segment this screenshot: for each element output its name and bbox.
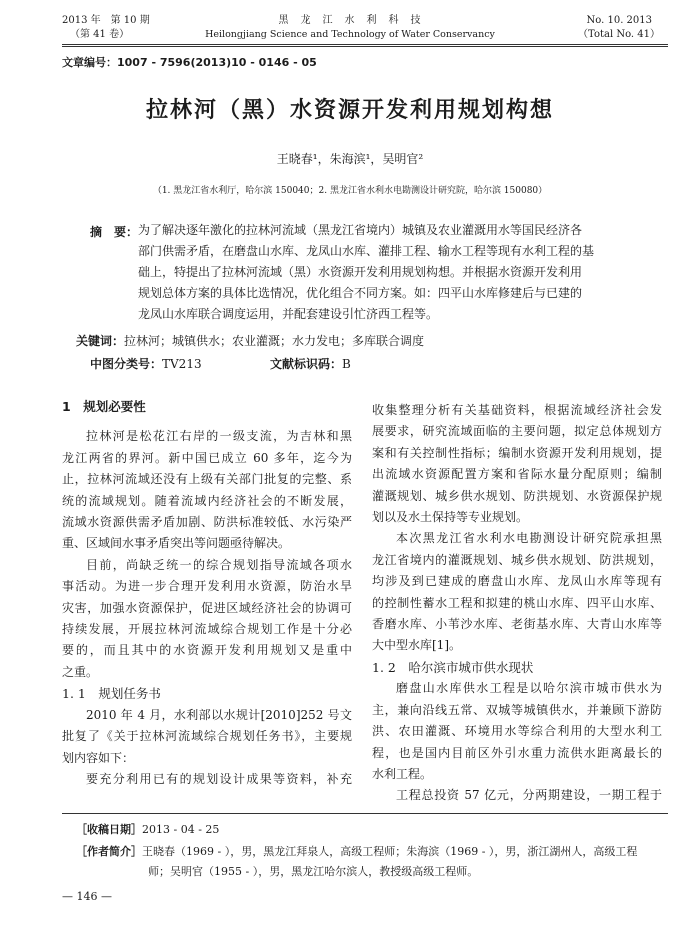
paragraph-line: 目前，尚缺乏统一的综合规划指导流域各项水 (86, 557, 352, 572)
paragraph-line: 流域水资源供需矛盾加剧、防洪标准较低、水污染严 (62, 515, 352, 530)
article-number: 文章编号：1007 - 7596(2013)10 - 0146 - 05 (62, 56, 317, 69)
paragraph-line: 主，兼向沿线五常、双城等城镇供水，并兼顾下游防 (372, 702, 662, 717)
paragraph-line: 划内容如下： (62, 750, 135, 765)
bio-label: ［作者简介］ (76, 845, 142, 858)
paragraph-line: 划以及水土保持等专业规划。 (372, 510, 529, 525)
paragraph-line: 重、区域间水事矛盾突出等问题亟待解决。 (62, 536, 291, 551)
paragraph-line: 灾害，加强水资源保护，促进区域经济社会的协调可 (62, 600, 352, 615)
author-bio (76, 842, 637, 861)
paragraph-line: 收集整理分析有关基础资料，根据流域经济社会发 (372, 403, 662, 417)
journal-title-cn: 黑 龙 江 水 利 科 技 (278, 15, 422, 26)
clc-value: TV213 (162, 357, 202, 371)
affiliations: （1. 黑龙江省水利厅，哈尔滨 150040；2. 黑龙江省水利水电勘测设计研究院，哈尔滨 150080） (152, 186, 548, 196)
section11-heading: 1. 1 规划任务书 (62, 686, 161, 702)
paragraph-line: 要充分利用已有的规划设计成果等资料，补充 (86, 771, 352, 786)
doc-value: B (342, 357, 351, 371)
keywords (76, 332, 424, 349)
received-value: 2013 - 04 - 25 (142, 823, 220, 836)
left-column (62, 396, 352, 790)
paragraph-line: 程，也是国内目前区外引水重力流供水距离最长的 (372, 745, 662, 760)
header-volume: （第 41 卷） (70, 29, 130, 40)
paragraph-line: 案和有关控制性指标；编制水资源开发利用规划，提 (372, 445, 662, 460)
paragraph-line: 之重。 (62, 664, 99, 679)
paragraph-line: 龙江两省的界河。新中国已成立 60 多年，迄今为 (62, 450, 352, 465)
keywords-label: 关键词： (76, 334, 125, 348)
right-column (372, 400, 662, 807)
paragraph-line: 展要求，研究流域面临的主要问题，拟定总体规划方 (372, 424, 662, 439)
paragraph-line: 大中型水库[1]。 (372, 638, 461, 653)
abstract-label: 摘 要： (90, 225, 139, 239)
paragraph-line: 2010 年 4 月，水利部以水规计[2010]252 号文 (86, 707, 352, 722)
paragraph-line: 本次黑龙江省水利水电勘测设计研究院承担黑 (396, 531, 662, 546)
bio-line-1: 王晓春（1969 - ），男，黑龙江拜泉人，高级工程师；朱海滨（1969 - ），男，浙江湖州人，高级工程 (142, 845, 638, 858)
paragraph-line: 磨盘山水库供水工程是以哈尔滨市城市供水为 (396, 681, 662, 696)
paragraph-line: 批复了《关于拉林河流域综合规划任务书》，主要规 (62, 729, 352, 744)
header-volume-right: （Total No. 41） (578, 29, 660, 40)
paragraph-line: 灌溉规划、城乡供水规划、防洪规划、水资源保护规 (372, 488, 662, 503)
header-rule (62, 44, 668, 45)
header-issue-right: No. 10. 2013 (586, 15, 652, 26)
paragraph-line: 龙江省境内的灌溉规划、城乡供水规划、防洪规划， (372, 552, 662, 567)
bio-line-2: 师；吴明官（1955 - ），男，黑龙江哈尔滨人，教授级高级工程师。 (148, 865, 479, 878)
paragraph-line: 均涉及到已建成的磨盘山水库、龙凤山水库等现有 (372, 574, 662, 589)
authors: 王晓春¹，朱海滨¹，吴明官² (276, 152, 424, 166)
header-rule-2 (62, 46, 668, 47)
paragraph-line: 香磨水库、小苇沙水库、老街基水库、大青山水库等 (372, 617, 662, 632)
header-issue: 2013 年 第 10 期 (62, 15, 150, 26)
abstract-line: 础上，特提出了拉林河流域（黑）水资源开发利用规划构想。并根据水资源开发利用 (138, 265, 583, 279)
paper-title: 拉林河（黑）水资源开发利用规划构想 (145, 98, 554, 123)
section1-heading: 1 规划必要性 (62, 399, 146, 414)
doc-label: 文献标识码： (270, 357, 343, 371)
paragraph-line: 水利工程。 (372, 766, 433, 781)
abstract-line: 龙凤山水库联合调度运用，并配套建设引忙济西工程等。 (138, 307, 439, 321)
paragraph-line: 的控制性蓄水工程和拟建的桃山水库、四平山水库、 (372, 595, 662, 610)
abstract-line: 规划总体方案的具体比选情况，优化组合不同方案。如：四平山水库修建后与已建的 (138, 286, 583, 300)
paragraph-line: 统的流域规划。随着流域内经济社会的不断发展， (62, 493, 352, 508)
page-number: — 146 — (62, 890, 112, 903)
paragraph-line: 持续发展，开展拉林河流域综合规划工作是十分必 (62, 622, 352, 637)
abstract-text (138, 220, 648, 325)
received-date (76, 820, 219, 839)
section12-heading: 1. 2 哈尔滨市城市供水现状 (372, 659, 534, 675)
paragraph-line: 洪、农田灌溉、环境用水等综合利用的大型水利工 (372, 724, 662, 739)
clc-number (90, 355, 202, 372)
abstract-line: 为了解决逐年激化的拉林河流域（黑龙江省境内）城镇及农业灌溉用水等国民经济各 (138, 223, 583, 237)
paragraph-line: 工程总投资 57 亿元，分两期建设，一期工程于 (396, 788, 662, 803)
document-code (270, 355, 351, 372)
clc-label: 中图分类号： (90, 357, 163, 371)
paragraph-line: 拉林河是松花江右岸的一级支流，为吉林和黑 (86, 429, 352, 444)
journal-title-en: Heilongjiang Science and Technology of Water Conservancy (205, 29, 495, 40)
received-label: ［收稿日期］ (76, 823, 142, 836)
paragraph-line: 止，拉林河流域还没有上级有关部门批复的完整、系 (62, 472, 352, 487)
paragraph-line: 出流域水资源配置方案和省际水量分配原则；编制 (372, 467, 662, 482)
paragraph-line: 事活动。为进一步合理开发利用水资源，防治水旱 (62, 579, 352, 594)
keywords-text: 拉林河；城镇供水；农业灌溉；水力发电；多库联合调度 (124, 334, 425, 348)
paragraph-line: 要的，而且其中的水资源开发利用规划又是重中 (62, 643, 352, 658)
abstract-line: 部门供需矛盾，在磨盘山水库、龙凤山水库、灌排工程、输水工程等现有水利工程的基 (138, 244, 595, 258)
footnote-rule (62, 813, 668, 814)
